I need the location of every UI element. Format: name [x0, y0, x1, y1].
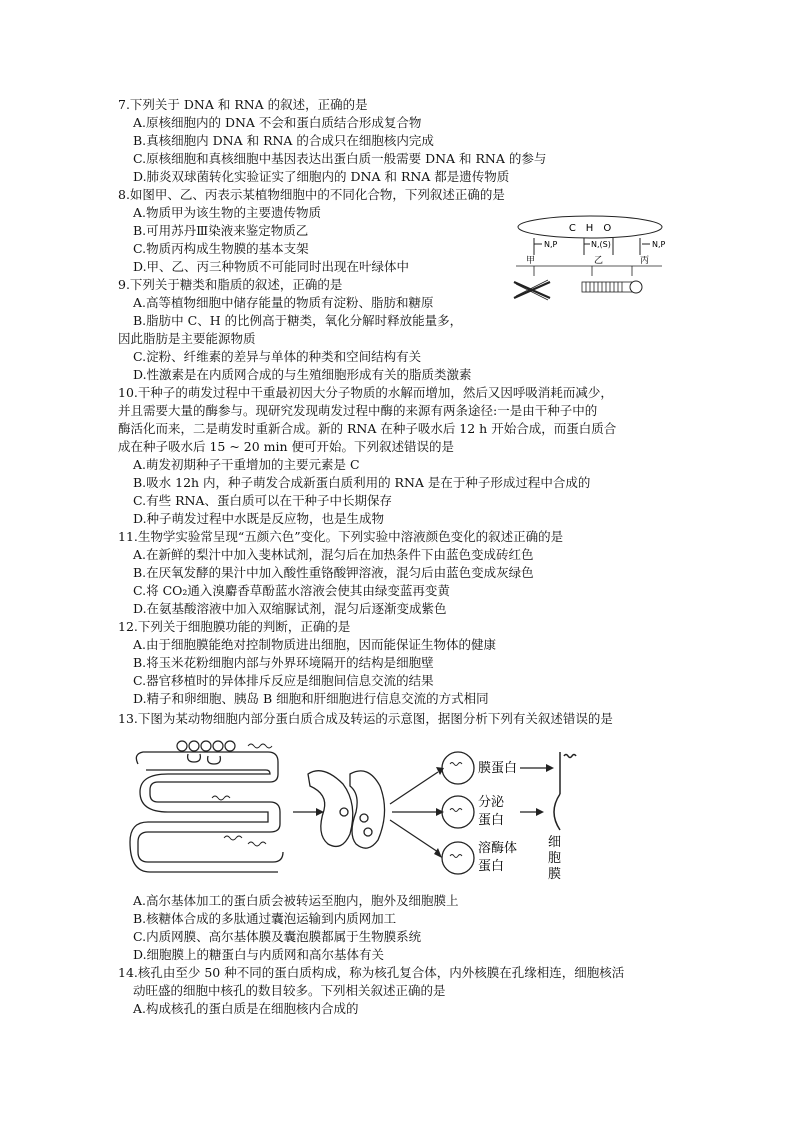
q13-protein-transport-figure: [128, 734, 588, 884]
ribosome-icon: [177, 741, 235, 751]
cell-membrane-icon: [554, 752, 576, 830]
q8-option-a: A.物质甲为该生物的主要遗传物质: [133, 205, 322, 220]
q9-option-b: B.脂肪中 C、H 的比例高于糖类，氧化分解时释放能量多，: [133, 313, 463, 328]
secretory-vesicle-icon: [442, 796, 474, 828]
q12-option-b: B.将玉米花粉细胞内部与外界环境隔开的结构是细胞壁: [133, 655, 434, 670]
q10-stem-2: 并且需要大量的酶参与。现研究发现萌发过程中酶的来源有两条途径:一是由干种子中的: [118, 403, 598, 418]
q7-option-c: C.原核细胞和真核细胞中基因表达出蛋白质一般需要 DNA 和 RNA 的参与: [133, 151, 547, 166]
q13-option-c: C.内质网膜、高尔基体膜及囊泡膜都属于生物膜系统: [133, 929, 422, 944]
q12-stem: 12.下列关于细胞膜功能的判断，正确的是: [118, 619, 351, 634]
secretory-protein-label-2: 蛋白: [478, 813, 505, 828]
q10-option-a: A.萌发初期种子干重增加的主要元素是 C: [133, 457, 360, 472]
q11-stem: 11.生物学实验常呈现“五颜六色”变化。下列实验中溶液颜色变化的叙述正确的是: [118, 529, 564, 544]
q14-option-a: A.构成核孔的蛋白质是在细胞核内合成的: [133, 1001, 359, 1016]
lysosome-protein-label-1: 溶酶体: [478, 841, 518, 856]
q9-option-d: D.性激素是在内质网合成的与生殖细胞形成有关的脂质类激素: [133, 367, 472, 382]
q13-option-b: B.核糖体合成的多肽通过囊泡运输到内质网加工: [133, 911, 397, 926]
lysosome-vesicle-icon: [442, 842, 474, 874]
yi-label: 乙: [594, 256, 604, 266]
q13-option-d: D.细胞膜上的糖蛋白与内质网和高尔基体有关: [133, 947, 385, 962]
q7-option-b: B.真核细胞内 DNA 和 RNA 的合成只在细胞核内完成: [133, 133, 434, 148]
left-addition-label: N,P: [544, 240, 558, 249]
bing-label: 丙: [640, 256, 650, 266]
q14-stem-2: 动旺盛的细胞中核孔的数目较多。下列相关叙述正确的是: [133, 983, 446, 998]
q9-option-b-cont: 因此脂肪是主要能源物质: [118, 331, 256, 346]
q10-option-b: B.吸水 12h 内，种子萌发合成新蛋白质利用的 RNA 是在于种子形成过程中合成的: [133, 475, 591, 490]
jia-label: 甲: [526, 256, 536, 266]
q11-option-b: B.在厌氧发酵的果汁中加入酸性重铬酸钾溶液，混匀后由蓝色变成灰绿色: [133, 565, 534, 580]
golgi-apparatus-icon: [308, 771, 385, 849]
q10-stem-1: 10.干种子的萌发过程中干重最初因大分子物质的水解而增加，然后又因呼吸消耗而减少，: [118, 385, 613, 400]
q11-option-c: C.将 CO₂通入溴麝香草酚蓝水溶液会使其由绿变蓝再变黄: [133, 583, 450, 598]
secretory-protein-label-1: 分泌: [478, 795, 505, 810]
q10-stem-3: 酶活化而来，二是萌发时重新合成。新的 RNA 在种子吸水后 12 h 开始合成，而蛋白质合: [118, 421, 617, 436]
q14-stem-1: 14.核孔由至少 50 种不同的蛋白质构成，称为核孔复合体，内外核膜在孔缘相连，细胞核活: [118, 965, 625, 980]
membrane-icon: [582, 281, 642, 293]
membrane-protein-label: 膜蛋白: [478, 761, 518, 776]
q9-option-a: A.高等植物细胞中储存能量的物质有淀粉、脂肪和糖原: [133, 295, 434, 310]
q7-stem: 7.下列关于 DNA 和 RNA 的叙述，正确的是: [118, 97, 368, 112]
q8-option-b: B.可用苏丹Ⅲ染液来鉴定物质乙: [133, 223, 309, 238]
q8-compound-figure: [512, 210, 672, 310]
q9-stem: 9.下列关于糖类和脂质的叙述，正确的是: [118, 277, 343, 292]
elements-label: C H O: [568, 223, 612, 234]
q10-option-c: C.有些 RNA、蛋白质可以在干种子中长期保存: [133, 493, 392, 508]
q11-option-a: A.在新鲜的梨汁中加入斐林试剂，混匀后在加热条件下由蓝色变成砖红色: [133, 547, 534, 562]
lysosome-protein-label-2: 蛋白: [478, 859, 505, 874]
q7-option-d: D.肺炎双球菌转化实验证实了细胞内的 DNA 和 RNA 都是遗传物质: [133, 169, 510, 184]
q8-option-c: C.物质丙构成生物膜的基本支架: [133, 241, 309, 256]
q13-stem: 13.下图为某动物细胞内部分蛋白质合成及转运的示意图，据图分析下列有关叙述错误的是: [118, 711, 613, 726]
membrane-protein-vesicle-icon: [442, 752, 474, 784]
q7-option-a: A.原核细胞内的 DNA 不会和蛋白质结合形成复合物: [133, 115, 422, 130]
q12-option-a: A.由于细胞膜能绝对控制物质进出细胞，因而能保证生物体的健康: [133, 637, 497, 652]
q13-option-a: A.高尔基体加工的蛋白质会被转运至胞内，胞外及细胞膜上: [133, 893, 459, 908]
chromosome-icon: [514, 280, 550, 300]
cell-membrane-label-1: 细: [548, 835, 562, 850]
q11-option-d: D.在氨基酸溶液中加入双缩脲试剂，混匀后逐渐变成紫色: [133, 601, 447, 616]
cell-membrane-label-2: 胞: [548, 851, 562, 866]
q9-option-c: C.淀粉、纤维素的差异与单体的种类和空间结构有关: [133, 349, 422, 364]
right-addition-label: N,P: [652, 240, 666, 249]
q8-option-d: D.甲、乙、丙三种物质不可能同时出现在叶绿体中: [133, 259, 410, 274]
q10-stem-4: 成在种子吸水后 15 ~ 20 min 便可开始。下列叙述错误的是: [118, 439, 455, 454]
endoplasmic-reticulum-icon: [130, 752, 283, 872]
q12-option-c: C.器官移植时的异体排斥反应是细胞间信息交流的结果: [133, 673, 434, 688]
cell-membrane-label-3: 膜: [548, 867, 562, 882]
q10-option-d: D.种子萌发过程中水既是反应物，也是生成物: [133, 511, 385, 526]
middle-addition-label: N,(S): [591, 240, 611, 249]
q12-option-d: D.精子和卵细胞、胰岛 B 细胞和肝细胞进行信息交流的方式相同: [133, 691, 489, 706]
q8-stem: 8.如图甲、乙、丙表示某植物细胞中的不同化合物，下列叙述正确的是: [118, 187, 505, 202]
